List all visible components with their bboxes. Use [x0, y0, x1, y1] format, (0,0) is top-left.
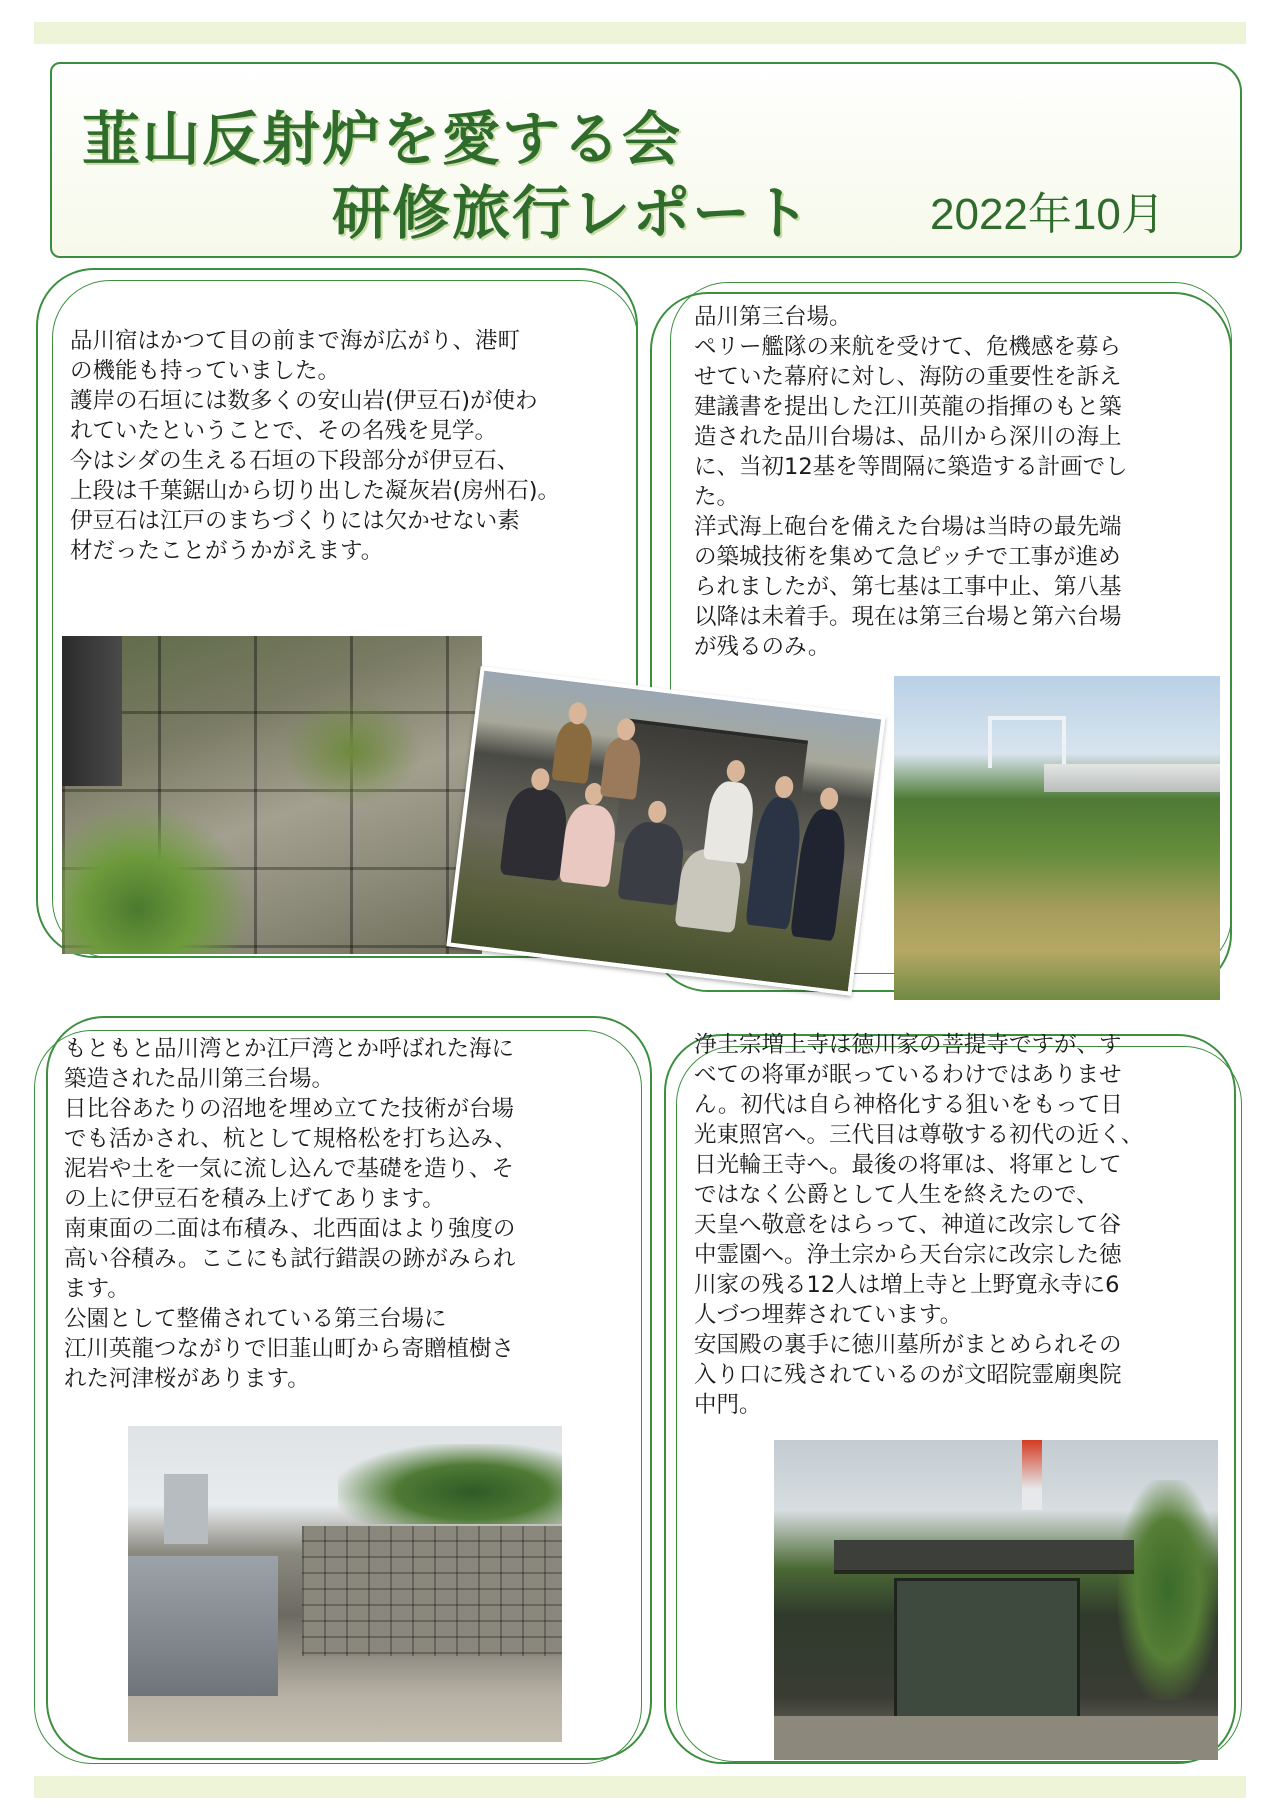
header-box	[50, 62, 1242, 258]
text-line: 以降は未着手。現在は第三台場と第六台場	[694, 604, 1122, 630]
text-line: た。	[694, 484, 740, 510]
person-head	[530, 767, 551, 791]
text-line: に、当初12基を等間隔に築造する計画でし	[694, 454, 1128, 480]
building-shape	[164, 1474, 208, 1544]
text-line: 浄土宗増上寺は徳川家の菩提寺ですが、す	[694, 1032, 1122, 1058]
text-line: れていたということで、その名残を見学。	[70, 418, 498, 444]
text-line: 江川英龍つながりで旧韮山町から寄贈植樹さ	[64, 1336, 515, 1362]
text-line: 護岸の石垣には数多くの安山岩(伊豆石)が使わ	[70, 388, 538, 414]
text-line: が残るのみ。	[694, 634, 831, 660]
title-line-2: 研修旅行レポート	[332, 179, 813, 247]
moss-shape	[282, 696, 422, 806]
water-shape	[128, 1556, 278, 1696]
text-line: ん。初代は自ら神格化する狙いをもって日	[694, 1092, 1123, 1118]
text-line: べての将軍が眠っているわけではありませ	[694, 1062, 1122, 1088]
text-line: 今はシダの生える石垣の下段部分が伊豆石、	[70, 448, 520, 474]
section-4-text	[694, 1030, 1144, 1420]
tree-shape	[1118, 1480, 1218, 1700]
text-line: 日比谷あたりの沼地を埋め立てた技術が台場	[64, 1096, 515, 1122]
text-line: の機能も持っていました。	[70, 358, 341, 384]
text-line: でも活かされ、杭として規格松を打ち込み、	[64, 1126, 517, 1152]
text-line: ではなく公爵として人生を終えたので、	[694, 1182, 1099, 1208]
text-line: 光東照宮へ。三代目は尊敬する初代の近く、	[694, 1122, 1144, 1148]
section-3-text	[64, 1034, 517, 1394]
stone-base-shape	[774, 1716, 1218, 1760]
issue-date: 2022年10月	[930, 190, 1165, 239]
text-line: 泥岩や土を一気に流し込んで基礎を造り、そ	[64, 1156, 515, 1182]
tree-shape	[338, 1444, 562, 1524]
text-line: 築造された品川第三台場。	[64, 1066, 335, 1092]
stone-wall-photo	[62, 636, 482, 954]
text-line: 洋式海上砲台を備えた台場は当時の最先端	[694, 514, 1122, 540]
section-2-text	[694, 302, 1128, 662]
text-line: 入り口に残されているのが文昭院霊廟奥院	[694, 1362, 1122, 1388]
mausoleum-gate-photo	[774, 1440, 1218, 1760]
text-line: れた河津桜があります。	[64, 1366, 310, 1392]
person-head	[567, 701, 588, 725]
fern-shape	[62, 804, 252, 954]
building-shape	[62, 636, 122, 786]
text-line: の築城技術を集めて急ピッチで工事が進め	[694, 544, 1121, 570]
building-shape	[1044, 764, 1220, 792]
title-line-1: 韮山反射炉を愛する会	[82, 105, 683, 173]
seawall-photo	[128, 1426, 562, 1742]
bridge-shape	[988, 716, 1066, 768]
person-head	[819, 787, 840, 811]
text-line: 品川宿はかつて目の前まで海が広がり、港町	[70, 328, 521, 354]
group-photo	[446, 666, 885, 996]
person-figure	[559, 802, 618, 887]
gate-door-shape	[894, 1578, 1080, 1724]
text-line: ペリー艦隊の来航を受けて、危機感を募ら	[694, 334, 1122, 360]
text-line: ます。	[64, 1276, 130, 1302]
stone-wall-shape	[302, 1526, 562, 1656]
text-line: 中霊園へ。浄土宗から天台宗に改宗した徳	[694, 1242, 1122, 1268]
text-line: もともと品川湾とか江戸湾とか呼ばれた海に	[64, 1036, 515, 1062]
text-line: られましたが、第七基は工事中止、第八基	[694, 574, 1122, 600]
text-line: 安国殿の裏手に徳川墓所がまとめられその	[694, 1332, 1122, 1358]
bottom-decorative-band	[34, 1776, 1246, 1798]
text-line: 天皇へ敬意をはらって、神道に改宗して谷	[694, 1212, 1122, 1238]
section-1-text	[70, 326, 560, 566]
text-line: 上段は千葉鋸山から切り出した凝灰岩(房州石)。	[70, 478, 561, 504]
text-line: の上に伊豆石を積み上げてあります。	[64, 1186, 445, 1212]
text-line: 川家の残る12人は増上寺と上野寛永寺に6	[694, 1272, 1120, 1298]
text-line: 日光輪王寺へ。最後の将軍は、将軍として	[694, 1152, 1122, 1178]
person-figure	[551, 720, 594, 784]
text-line: 伊豆石は江戸のまちづくりには欠かせない素	[70, 508, 520, 534]
text-line: 建議書を提出した江川英龍の指揮のもと築	[694, 394, 1122, 420]
text-line: 造された品川台場は、品川から深川の海上	[694, 424, 1122, 450]
text-line: 品川第三台場。	[694, 304, 852, 330]
top-decorative-band	[34, 22, 1246, 44]
person-figure	[500, 785, 571, 882]
text-line: 高い谷積み。ここにも試行錯誤の跡がみられ	[64, 1246, 516, 1272]
text-line: 人づつ埋葬されています。	[694, 1302, 963, 1328]
gate-roof-shape	[834, 1540, 1134, 1574]
text-line: 南東面の二面は布積み、北西面はより強度の	[64, 1216, 516, 1242]
text-line: 中門。	[694, 1392, 762, 1418]
odaiba-garden-photo	[894, 676, 1220, 1000]
text-line: 材だったことがうかがえます。	[70, 538, 384, 564]
text-line: 公園として整備されている第三台場に	[64, 1306, 447, 1332]
person-figure	[600, 736, 643, 800]
tokyo-tower-shape	[1022, 1440, 1042, 1510]
text-line: せていた幕府に対し、海防の重要性を訴え	[694, 364, 1122, 390]
